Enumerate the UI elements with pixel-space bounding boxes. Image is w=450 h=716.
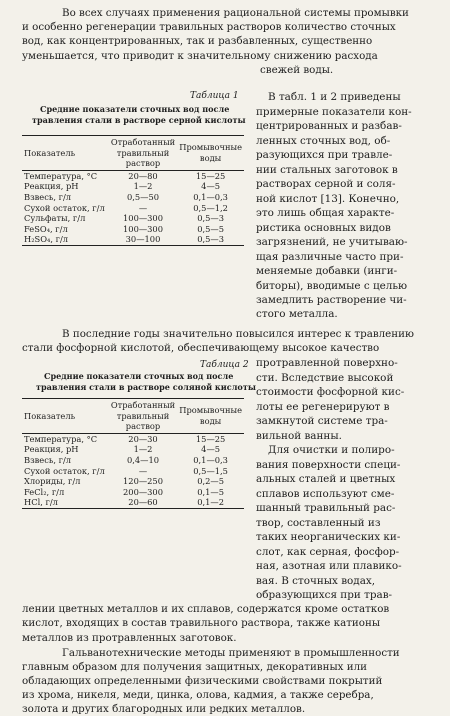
text-line: таких неорганических ки- (256, 531, 401, 543)
table2-header: Отработанный травильный раствор (110, 400, 176, 432)
text-line: альных сталей и цветных (256, 473, 396, 485)
table2-cell: 0,5—1,5 (193, 465, 228, 476)
table2-cell: 120—250 (123, 476, 163, 487)
table2-cell: Реакция, pH (24, 444, 79, 455)
text-line: В последние годы значительно повысился интерес к травлению (62, 328, 414, 340)
table1-cell: 15—25 (195, 170, 226, 181)
text-line: уменьшается, что приводит к значительному снижению расхода (22, 49, 378, 62)
table2-header: Показатель (24, 410, 76, 421)
text-line: вания поверхности специ- (256, 459, 401, 471)
text-line: лоты ее регенерируют в (256, 401, 390, 413)
table1-label: Таблица 1 (190, 91, 239, 101)
table2-cell: 15—25 (195, 433, 226, 444)
table1-cell: H₂SO₄, г/л (24, 234, 69, 245)
table1-caption (32, 104, 246, 125)
table2-cell: 4—5 (201, 444, 221, 455)
text-line: ристика основных видов (256, 222, 391, 234)
table1-cell: Взвесь, г/л (24, 191, 72, 202)
text-line: ной кислот [13]. Конечно, (256, 193, 400, 205)
text-line: лении цветных металлов и их сплавов, содержатся кроме остатков (22, 603, 390, 615)
table2-label: Таблица 2 (200, 360, 249, 370)
table-row (22, 476, 244, 487)
table2-cell: 200—300 (123, 486, 163, 497)
table1-cell: 30—100 (125, 234, 161, 245)
table2 (22, 398, 244, 509)
table2-cell: FeCl₂, г/л (24, 486, 65, 497)
table2-cell: 20—60 (128, 497, 158, 508)
table2-cell: 0,1—5 (197, 486, 224, 497)
table2-cell: 0,1—2 (197, 497, 224, 508)
text-line: загрязнений, не учитываю- (256, 236, 408, 248)
text-line: протравленной поверхно- (256, 357, 398, 369)
text-line: растворах серной и соля- (256, 178, 396, 190)
text-line: ленных сточных вод, об- (256, 135, 391, 147)
table1-cell: Реакция, pH (24, 181, 79, 192)
caption-line: травления стали в растворе серной кислоты (32, 114, 246, 125)
table-row (22, 181, 244, 192)
table2-cell: Температура, °С (24, 433, 98, 444)
table1-cell: 0,5—50 (126, 191, 160, 202)
text-line: замкнутой системе тра- (256, 415, 388, 427)
text-line: Гальванотехнические методы применяют в промышленности (62, 647, 400, 659)
table1-cell: Температура, °С (24, 170, 98, 181)
table-row (22, 444, 244, 455)
text-line: свежей воды. (260, 63, 334, 76)
text-line: биторы), вводимые с целью (256, 280, 408, 292)
text-line: вая. В сточных водах, (256, 575, 376, 587)
caption-line: травления стали в растворе соляной кислоты (36, 381, 256, 392)
table-row (22, 170, 244, 181)
table1-cell: 100—300 (123, 213, 163, 224)
table1-cell: 4—5 (201, 181, 221, 192)
table2-cell: 0,1—0,3 (193, 454, 228, 465)
text-line: В табл. 1 и 2 приведены (268, 91, 401, 103)
table-row (22, 192, 244, 203)
table1-cell: Сульфаты, г/л (24, 213, 86, 224)
text-line: слот, как серная, фосфор- (256, 546, 400, 558)
text-line: нии стальных заготовок в (256, 164, 398, 176)
table1-cell: 1—2 (133, 181, 153, 192)
table1 (22, 135, 244, 246)
text-line: щая различные часто при- (256, 251, 404, 263)
table-row (22, 455, 244, 466)
text-line: из хрома, никеля, меди, цинка, олова, кадмия, а также серебра, (22, 689, 374, 701)
table2-cell: 20—30 (128, 433, 158, 444)
text-line: стоимости фосфорной кис- (256, 386, 405, 398)
table-row (22, 466, 244, 477)
text-line: примерные показатели кон- (256, 106, 412, 118)
table1-cell: Сухой остаток, г/л (24, 202, 105, 213)
table-row (22, 213, 244, 224)
table-row (22, 497, 244, 508)
table1-cell: 0,5—5 (197, 223, 224, 234)
text-line: металлов из протравленных заготовок. (22, 632, 237, 644)
intro-paragraph (22, 6, 409, 77)
table-row (22, 433, 244, 444)
table2-header: Промывочные воды (179, 405, 242, 426)
table1-cell: 0,5—1,2 (193, 202, 228, 213)
text-line: Во всех случаях применения рациональной системы промывки (62, 7, 409, 19)
table2-cell: — (138, 465, 148, 476)
table1-cell: 100—300 (123, 223, 163, 234)
text-line: замедлить растворение чи- (256, 294, 407, 306)
table2-cell: HCl, г/л (24, 497, 58, 508)
text-line: образующихся при трав- (256, 589, 393, 601)
table2-cell: Хлориды, г/л (24, 476, 81, 487)
text-line: это лишь общая характе- (256, 207, 395, 219)
text-line: кислот, входящих в состав травильного раствора, также катионы (22, 617, 381, 629)
text-line: шанный травильный рас- (256, 502, 396, 514)
text-line: вод, как концентрированных, так и разбавленных, существенно (22, 35, 373, 48)
text-line: золота и других благородных или редких металлов. (22, 703, 306, 715)
table2-cell: Взвесь, г/л (24, 454, 72, 465)
table1-header: Промывочные воды (179, 142, 242, 163)
text-line: Для очистки и полиро- (268, 444, 395, 456)
table-row (22, 487, 244, 498)
table2-caption (36, 371, 256, 392)
table1-cell: FeSO₄, г/л (24, 223, 68, 234)
caption-line: Средние показатели сточных вод после (44, 371, 234, 381)
table1-cell: 0,1—0,3 (193, 191, 228, 202)
caption-line: Средние показатели сточных вод после (40, 104, 230, 114)
text-line: меняемые добавки (инги- (256, 265, 398, 277)
table2-cell: 0,4—10 (126, 454, 160, 465)
table-row (22, 203, 244, 214)
table2-cell: Сухой остаток, г/л (24, 465, 105, 476)
table1-cell: 0,5—3 (197, 234, 224, 245)
table1-header: Отработанный травильный раствор (110, 137, 176, 169)
table2-cell: 1—2 (133, 444, 153, 455)
text-line: ная, азотная или плавико- (256, 560, 402, 572)
table1-cell: 20—80 (128, 170, 158, 181)
table1-header: Показатель (24, 147, 76, 158)
table1-cell: 0,5—3 (197, 213, 224, 224)
text-line: вильной ванны. (256, 430, 342, 442)
text-line: сти. Вследствие высокой (256, 372, 394, 384)
text-line: центрированных и разбав- (256, 120, 402, 132)
text-line: и особенно регенерации травильных растворов количество сточных (22, 21, 396, 34)
text-line: обладающих определенными физическими свойствами покрытий (22, 675, 383, 687)
table2-cell: 0,2—5 (197, 476, 224, 487)
text-line: главным образом для получения защитных, декоративных или (22, 661, 368, 673)
table-row (22, 224, 244, 235)
text-line: стали фосфорной кислотой, обеспечивающему высокое качество (22, 342, 380, 354)
table1-cell: — (138, 202, 148, 213)
text-line: разующихся при травле- (256, 149, 393, 161)
text-line: твор, составленный из (256, 517, 381, 529)
table-row (22, 234, 244, 245)
text-line: стого металла. (256, 308, 338, 320)
text-line: сплавов используют сме- (256, 488, 395, 500)
